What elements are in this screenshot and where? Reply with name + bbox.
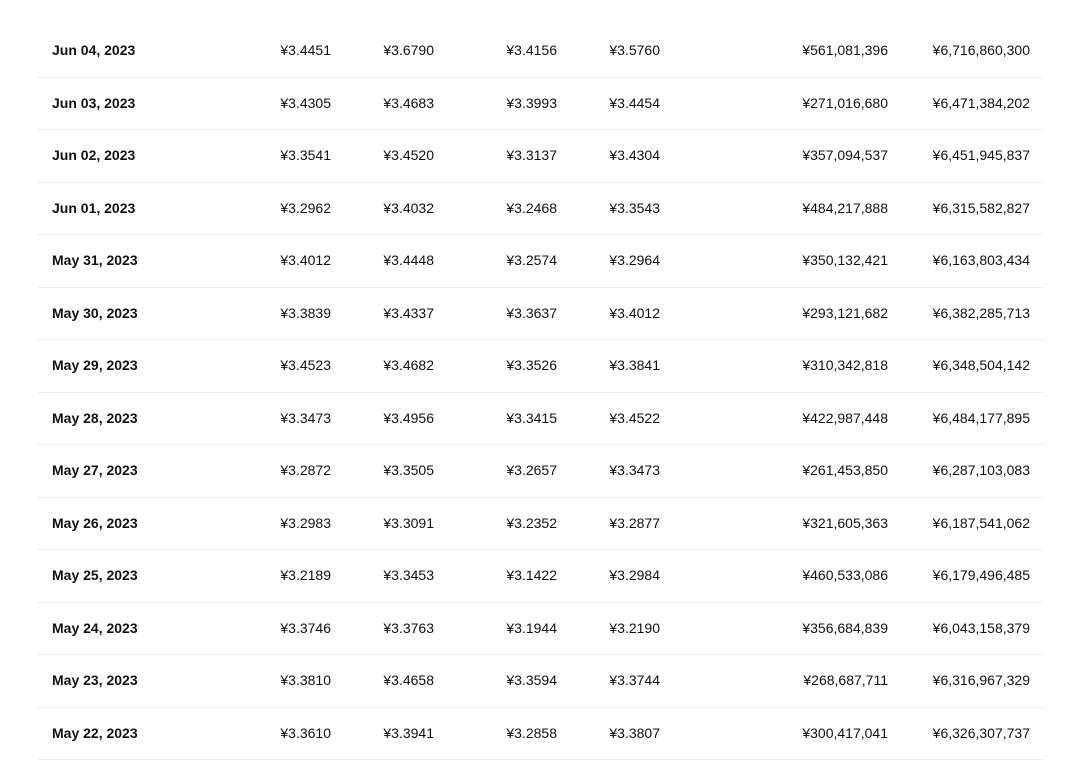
low-price-cell: ¥3.2858 <box>506 708 557 760</box>
low-price-cell: ¥3.3526 <box>506 340 557 392</box>
low-price-cell: ¥3.2352 <box>506 498 557 550</box>
volume-cell: ¥357,094,537 <box>802 130 888 182</box>
date-cell: May 27, 2023 <box>52 445 138 497</box>
low-price-cell: ¥3.2468 <box>506 183 557 235</box>
low-price-cell: ¥3.1422 <box>506 550 557 602</box>
close-price-cell: ¥3.3543 <box>609 183 660 235</box>
high-price-cell: ¥3.3763 <box>383 603 434 655</box>
date-cell: Jun 02, 2023 <box>52 130 135 182</box>
close-price-cell: ¥3.2964 <box>609 235 660 287</box>
close-price-cell: ¥3.2877 <box>609 498 660 550</box>
volume-cell: ¥321,605,363 <box>802 498 888 550</box>
volume-cell: ¥350,132,421 <box>802 235 888 287</box>
table-row <box>38 445 1044 498</box>
close-price-cell: ¥3.3841 <box>609 340 660 392</box>
market-cap-cell: ¥6,326,307,737 <box>933 708 1030 760</box>
date-cell: May 29, 2023 <box>52 340 138 392</box>
close-price-cell: ¥3.5760 <box>609 25 660 77</box>
close-price-cell: ¥3.3744 <box>609 655 660 707</box>
date-cell: May 28, 2023 <box>52 393 138 445</box>
date-cell: May 22, 2023 <box>52 708 138 760</box>
market-cap-cell: ¥6,348,504,142 <box>933 340 1030 392</box>
table-row <box>38 183 1044 236</box>
table-row <box>38 708 1044 760</box>
market-cap-cell: ¥6,382,285,713 <box>933 288 1030 340</box>
table-row <box>38 235 1044 288</box>
date-cell: May 24, 2023 <box>52 603 138 655</box>
low-price-cell: ¥3.3594 <box>506 655 557 707</box>
volume-cell: ¥293,121,682 <box>802 288 888 340</box>
close-price-cell: ¥3.4012 <box>609 288 660 340</box>
market-cap-cell: ¥6,315,582,827 <box>933 183 1030 235</box>
high-price-cell: ¥3.4448 <box>383 235 434 287</box>
close-price-cell: ¥3.2190 <box>609 603 660 655</box>
high-price-cell: ¥3.4658 <box>383 655 434 707</box>
date-cell: May 30, 2023 <box>52 288 138 340</box>
volume-cell: ¥271,016,680 <box>802 78 888 130</box>
table-row <box>38 655 1044 708</box>
market-cap-cell: ¥6,043,158,379 <box>933 603 1030 655</box>
high-price-cell: ¥3.3941 <box>383 708 434 760</box>
volume-cell: ¥261,453,850 <box>802 445 888 497</box>
table-row <box>38 78 1044 131</box>
open-price-cell: ¥3.3839 <box>280 288 331 340</box>
close-price-cell: ¥3.3807 <box>609 708 660 760</box>
high-price-cell: ¥3.3091 <box>383 498 434 550</box>
table-row <box>38 288 1044 341</box>
table-row <box>38 130 1044 183</box>
open-price-cell: ¥3.4523 <box>280 340 331 392</box>
date-cell: May 31, 2023 <box>52 235 138 287</box>
low-price-cell: ¥3.3137 <box>506 130 557 182</box>
date-cell: May 23, 2023 <box>52 655 138 707</box>
low-price-cell: ¥3.3415 <box>506 393 557 445</box>
low-price-cell: ¥3.2574 <box>506 235 557 287</box>
market-cap-cell: ¥6,287,103,083 <box>933 445 1030 497</box>
table-row <box>38 603 1044 656</box>
close-price-cell: ¥3.4522 <box>609 393 660 445</box>
open-price-cell: ¥3.3746 <box>280 603 331 655</box>
volume-cell: ¥561,081,396 <box>802 25 888 77</box>
high-price-cell: ¥3.3453 <box>383 550 434 602</box>
open-price-cell: ¥3.2189 <box>280 550 331 602</box>
high-price-cell: ¥3.4956 <box>383 393 434 445</box>
open-price-cell: ¥3.2962 <box>280 183 331 235</box>
volume-cell: ¥268,687,711 <box>803 655 888 707</box>
open-price-cell: ¥3.3810 <box>280 655 331 707</box>
volume-cell: ¥356,684,839 <box>802 603 888 655</box>
price-history-table <box>38 25 1044 760</box>
market-cap-cell: ¥6,471,384,202 <box>933 78 1030 130</box>
open-price-cell: ¥3.4012 <box>280 235 331 287</box>
market-cap-cell: ¥6,163,803,434 <box>933 235 1030 287</box>
date-cell: May 26, 2023 <box>52 498 138 550</box>
low-price-cell: ¥3.3993 <box>506 78 557 130</box>
table-row <box>38 498 1044 551</box>
close-price-cell: ¥3.3473 <box>609 445 660 497</box>
high-price-cell: ¥3.4683 <box>383 78 434 130</box>
open-price-cell: ¥3.2872 <box>280 445 331 497</box>
volume-cell: ¥310,342,818 <box>802 340 888 392</box>
date-cell: May 25, 2023 <box>52 550 138 602</box>
table-row <box>38 550 1044 603</box>
low-price-cell: ¥3.3637 <box>506 288 557 340</box>
volume-cell: ¥422,987,448 <box>802 393 888 445</box>
high-price-cell: ¥3.4337 <box>383 288 434 340</box>
date-cell: Jun 04, 2023 <box>52 25 135 77</box>
open-price-cell: ¥3.4305 <box>280 78 331 130</box>
table-row <box>38 340 1044 393</box>
market-cap-cell: ¥6,187,541,062 <box>933 498 1030 550</box>
volume-cell: ¥484,217,888 <box>802 183 888 235</box>
low-price-cell: ¥3.4156 <box>506 25 557 77</box>
low-price-cell: ¥3.1944 <box>506 603 557 655</box>
close-price-cell: ¥3.2984 <box>609 550 660 602</box>
market-cap-cell: ¥6,179,496,485 <box>933 550 1030 602</box>
date-cell: Jun 03, 2023 <box>52 78 135 130</box>
date-cell: Jun 01, 2023 <box>52 183 135 235</box>
high-price-cell: ¥3.6790 <box>383 25 434 77</box>
market-cap-cell: ¥6,451,945,837 <box>933 130 1030 182</box>
open-price-cell: ¥3.3541 <box>280 130 331 182</box>
open-price-cell: ¥3.3610 <box>280 708 331 760</box>
table-row <box>38 393 1044 446</box>
close-price-cell: ¥3.4304 <box>609 130 660 182</box>
market-cap-cell: ¥6,484,177,895 <box>933 393 1030 445</box>
market-cap-cell: ¥6,716,860,300 <box>933 25 1030 77</box>
high-price-cell: ¥3.4520 <box>383 130 434 182</box>
low-price-cell: ¥3.2657 <box>506 445 557 497</box>
open-price-cell: ¥3.4451 <box>280 25 331 77</box>
high-price-cell: ¥3.4682 <box>383 340 434 392</box>
open-price-cell: ¥3.3473 <box>280 393 331 445</box>
high-price-cell: ¥3.3505 <box>383 445 434 497</box>
open-price-cell: ¥3.2983 <box>280 498 331 550</box>
volume-cell: ¥300,417,041 <box>802 708 888 760</box>
market-cap-cell: ¥6,316,967,329 <box>933 655 1030 707</box>
volume-cell: ¥460,533,086 <box>802 550 888 602</box>
high-price-cell: ¥3.4032 <box>383 183 434 235</box>
close-price-cell: ¥3.4454 <box>609 78 660 130</box>
table-row <box>38 25 1044 78</box>
